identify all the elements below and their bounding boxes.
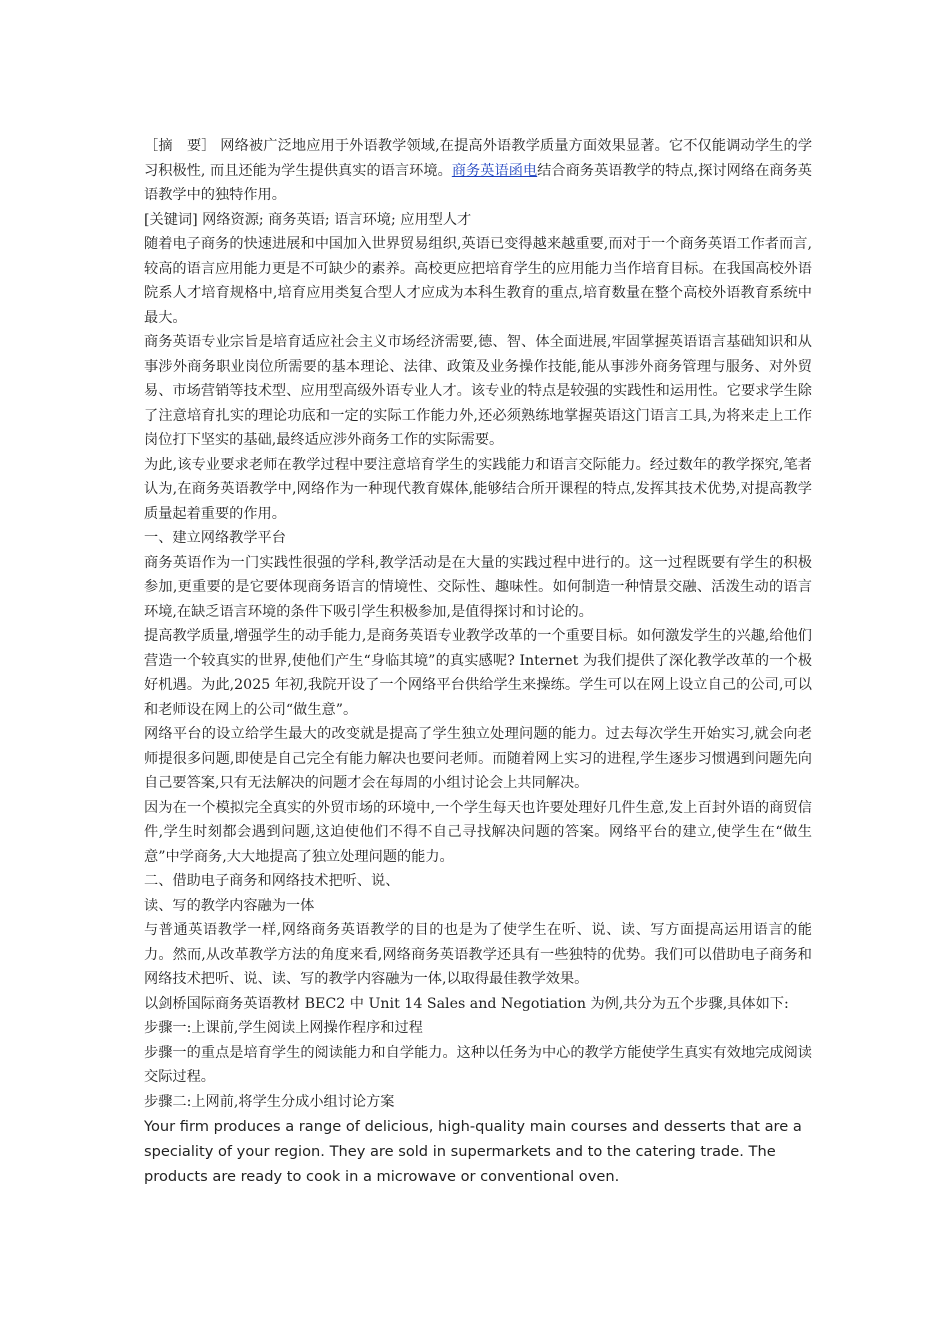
section-heading-2-line-2: 读、写的教学内容融为一体 — [144, 897, 315, 914]
paragraph-1: 随着电子商务的快速进展和中国加入世界贸易组织,英语已变得越来越重要,而对于一个商务英语工作者而言,较高的语言应用能力更是不可缺少的素养。高校更应把培育学生的应用能力当作培育目标。在我国高校外语院系人才培育规格中,培育应用类复合型人才应成为本科生教育的重点,培育数量在整个高校外语教育系统中最大。 — [144, 236, 812, 326]
english-task-paragraph: Your firm produces a range of delicious, high-quality main courses and desserts that are a speciality of your region. They are sold in supermarkets and to the catering trade. The products are ready to cook in a microwave or conventional oven. — [144, 1118, 802, 1185]
paragraph-2: 商务英语专业宗旨是培育适应社会主义市场经济需要,德、智、体全面进展,牢固掌握英语语言基础知识和从事涉外商务职业岗位所需要的基本理论、法律、政策及业务操作技能,能从事涉外商务管理与服务、对外贸易、市场营销等技术型、应用型高级外语专业人才。该专业的特点是较强的实践性和运用性。它要求学生除了注意培育扎实的理论功底和一定的实际工作能力外,还必须熟练地掌握英语这门语言工具,为将来走上工作岗位打下坚实的基础,最终适应涉外商务工作的实际需要。 — [144, 334, 812, 448]
paragraph-6: 网络平台的设立给学生最大的改变就是提高了学生独立处理问题的能力。过去每次学生开始实习,就会向老师提很多问题,即使是自己完全有能力解决也要问老师。而随着网上实习的进程,学生逐步习惯遇到问题先向自己要答案,只有无法解决的问题才会在每周的小组讨论会上共同解决。 — [144, 726, 812, 791]
section-heading-2-line-1: 二、借助电子商务和网络技术把听、说、 — [144, 873, 400, 889]
paragraph-4: 商务英语作为一门实践性很强的学科,教学活动是在大量的实践过程中进行的。这一过程既要有学生的积极参加,更重要的是它要体现商务语言的情境性、交际性、趣味性。如何制造一种情景交融、活泼生动的语言环境,在缺乏语言环境的条件下吸引学生积极参加,是值得探讨和讨论的。 — [144, 554, 812, 620]
paragraph-9: 以剑桥国际商务英语教材 BEC2 中 Unit 14 Sales and Negotiation 为例,共分为五个步骤,具体如下: — [144, 995, 789, 1012]
step-2-title: 步骤二:上网前,将学生分成小组讨论方案 — [144, 1093, 395, 1110]
document-body — [144, 134, 812, 1189]
business-english-correspondence-link[interactable]: 商务英语函电 — [451, 162, 538, 179]
abstract-label: ［摘 要］ — [144, 138, 216, 154]
step-1-text: 步骤一的重点是培育学生的阅读能力和自学能力。这种以任务为中心的教学方能使学生真实有效地完成阅读交际过程。 — [144, 1044, 812, 1085]
section-heading-1: 一、建立网络教学平台 — [144, 530, 286, 546]
paragraph-5: 提高教学质量,增强学生的动手能力,是商务英语专业教学改革的一个重要目标。如何激发学生的兴趣,给他们营造一个较真实的世界,使他们产生“身临其境”的真实感呢? Internet 为我们提供了深化教学改革的一个极好机遇。为此,2025 年初,我院开设了一个网络平台供给学生来操练。学生可以在网上设立自己的公司,可以和老师设在网上的公司“做生意”。 — [144, 628, 812, 718]
paragraph-3: 为此,该专业要求老师在教学过程中要注意培育学生的实践能力和语言交际能力。经过数年的教学探究,笔者认为,在商务英语教学中,网络作为一种现代教育媒体,能够结合所开课程的特点,发挥其技术优势,对提高教学质量起着重要的作用。 — [144, 456, 812, 522]
paragraph-7: 因为在一个模拟完全真实的外贸市场的环境中,一个学生每天也许要处理好几件生意,发上百封外语的商贸信件,学生时刻都会遇到问题,这迫使他们不得不自己寻找解决问题的答案。网络平台的建立,使学生在“做生意”中学商务,大大地提高了独立处理问题的能力。 — [144, 799, 812, 865]
abstract — [144, 134, 812, 208]
step-1-title: 步骤一:上课前,学生阅读上网操作程序和过程 — [144, 1020, 423, 1036]
paragraph-8: 与普通英语教学一样,网络商务英语教学的目的也是为了使学生在听、说、读、写方面提高运用语言的能力。然而,从改革教学方法的角度来看,网络商务英语教学还具有一些独特的优势。我们可以借助电子商务和网络技术把听、说、读、写的教学内容融为一体,以取得最佳教学效果。 — [144, 922, 812, 987]
keywords: [关键词] 网络资源; 商务英语; 语言环境; 应用型人才 — [144, 211, 472, 228]
abstract-text-2: 结合商务英语教学的特点,探讨网络在商务英语教学中的独特作用。 — [144, 162, 812, 203]
abstract-text-1: 网络被广泛地应用于外语教学领域,在提高外语教学质量方面效果显著。它不仅能调动学生的学习积极性, 而且还能为学生提供真实的语言环境。 — [144, 138, 813, 179]
